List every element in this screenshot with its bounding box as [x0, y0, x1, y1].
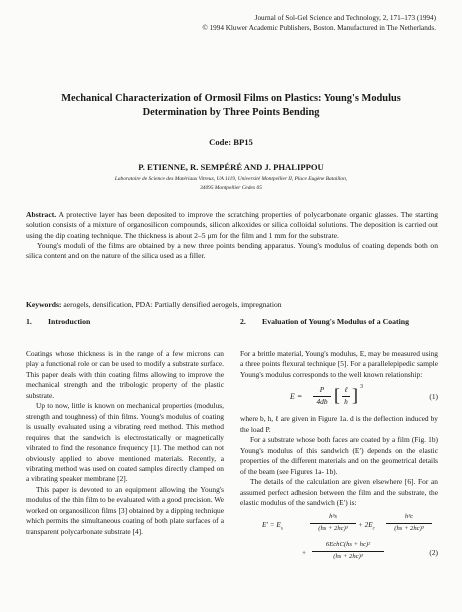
section-2-paragraph-3: For a substrate whose both faces are coated by a film (Fig. 1b) Young's modulus of this sandwich (E′) depends on the elastic properties of the different materials and on the geometrical details of the beam (see Figures 1a- 1b). [240, 435, 438, 476]
abstract-text-1: A protective layer has been deposited to improve the scratching properties of polycarbonate organic glasses. The starting solution consists of a mixture of organosilicon compounds, silicon alkoxides or silica colloidal solutions. The deposition is carried out using the dip coating technique. The thickness is about 2–5 μm for the film and 1 mm for the substrate. [26, 210, 438, 240]
eq2-number: (2) [429, 548, 438, 558]
journal-copyright: © 1994 Kluwer Academic Publishers, Boston. Manufactured in The Netherlands. [202, 23, 436, 32]
right-column [240, 315, 438, 568]
eq1-bracket-numerator: ℓ [344, 385, 348, 395]
eq1-lhs: E = [290, 392, 303, 402]
eq2-term2-den: (hs + 2hc)³ [394, 524, 424, 532]
journal-citation: Journal of Sol-Gel Science and Technology, 2, 171–173 (1994) [254, 14, 436, 22]
eq2-term3-den: (hs + 2hc)³ [333, 552, 363, 560]
affiliation-line-1: Laboratoire de Science des Matériaux Vitreux, UA 1119, Université Montpellier II, Place Eugène Bataillon, [114, 176, 348, 182]
eq2-plus-1 [358, 520, 375, 535]
keywords [26, 300, 438, 310]
eq2-sub-c: c [372, 526, 375, 532]
eq2-term2-num: h³c [404, 513, 414, 521]
intro-paragraph-1: Coatings whose thickness is in the range of a few microns can play a functional role or can be used to modify a substrate surface. This paper deals with thin coating films allowing to improve the mechanical strength and the tribologic property of the plastic substrate. [26, 349, 224, 400]
eq1-bracket-fraction [342, 385, 350, 407]
abstract-paragraph-1 [26, 210, 438, 241]
section-2-title: Evaluation of Young's Modulus of a Coating [262, 317, 410, 326]
eq1-open-bracket: [ [334, 385, 340, 406]
eq2-term3-num: 6EchC(hs + hc)² [325, 541, 371, 549]
eq1-exponent: 3 [360, 384, 363, 391]
abstract-label: Abstract. [26, 210, 57, 219]
eq1-fraction [313, 385, 331, 407]
eq1-denominator: 4db [316, 396, 328, 406]
section-2-paragraph-2: where b, h, ℓ are given in Figure 1a. d is the deflection induced by the load P. [240, 414, 438, 434]
keywords-text: aerogels, densification, PDA: Partially densified aerogels, impregnation [63, 300, 282, 309]
equation-1 [240, 380, 438, 414]
eq2-lhs-text: E′ = E [262, 521, 281, 530]
eq1-number: (1) [429, 392, 438, 402]
eq1-close-bracket: ] [352, 385, 358, 406]
intro-paragraph-3: This paper is devoted to an equipment allowing the Young's modulus of the thin film to be evaluated with a good precision. We worked on organosilicon films [3] obtained by a dipping technique which permits the simultaneous coating of both plate surfaces of a transparent polycarbonate substrate [4]. [26, 484, 224, 536]
eq2-sub-s: s [280, 526, 283, 532]
eq2-plus-1-text: + 2E [358, 521, 373, 530]
paper-title: Mechanical Characterization of Ormosil Films on Plastics: Young's Modulus Determination by Three Points Bending [61, 93, 401, 118]
eq2-term1 [310, 512, 356, 534]
paper-authors: P. ETIENNE, R. SEMPÉRÉ AND J. PHALIPPOU [138, 162, 324, 172]
paper-code: Code: BP15 [209, 137, 253, 147]
eq2-plus-2: + [302, 549, 307, 558]
eq2-lhs [262, 520, 283, 535]
affiliation-line-2: 34095 Montpellier Cedex 05 [200, 184, 262, 191]
section-1-heading [26, 315, 224, 349]
eq1-bracket-denominator: h [344, 396, 348, 406]
eq1-numerator: P [319, 385, 325, 395]
intro-paragraph-2: Up to now, little is known on mechanical properties (modulus, strength and toughness) of thin films. Young's modulus of coating is usually evaluated using a vibrating reed method. This method requires that the sandwich is electrostatically or magnetically vibrated to find the resonance frequency [1]. The method can not obviously applied to above mentioned materials. Recently, a vibrating method was used on coated samples directly clamped on a vibrating speaker membrane [2]. [26, 401, 224, 484]
eq2-term3 [312, 540, 384, 562]
eq2-term2 [386, 512, 432, 534]
section-2-heading [240, 315, 438, 349]
eq2-term1-num: h³s [329, 513, 337, 521]
left-column [26, 315, 224, 537]
section-2-number: 2. [240, 317, 246, 326]
author-affiliation [60, 175, 402, 192]
abstract [26, 210, 438, 261]
section-2-paragraph-1: For a brittle material, Young's modulus, E, may be measured using a three points flexural technique [5]. For a parallelepipedic sample Young's modulus corresponds to the well known relationship: [240, 349, 438, 379]
section-2-paragraph-4: The details of the calculation are given elsewhere [6]. For an assumed perfect adhesion between the film and the substrate, the elastic modulus of the sandwich (E′) is: [240, 477, 438, 507]
abstract-paragraph-2: Young's moduli of the films are obtained by a new three points bending apparatus. Young's modulus of coating depends both on silica content and on the nature of the silica used as a filler. [26, 240, 438, 261]
equation-2 [240, 508, 438, 568]
journal-header [202, 14, 436, 33]
keywords-label: Keywords: [26, 300, 62, 309]
section-1-number: 1. [26, 317, 32, 326]
eq2-term1-den: (hs + 2hc)³ [318, 524, 348, 532]
section-1-title: Introduction [48, 317, 91, 326]
